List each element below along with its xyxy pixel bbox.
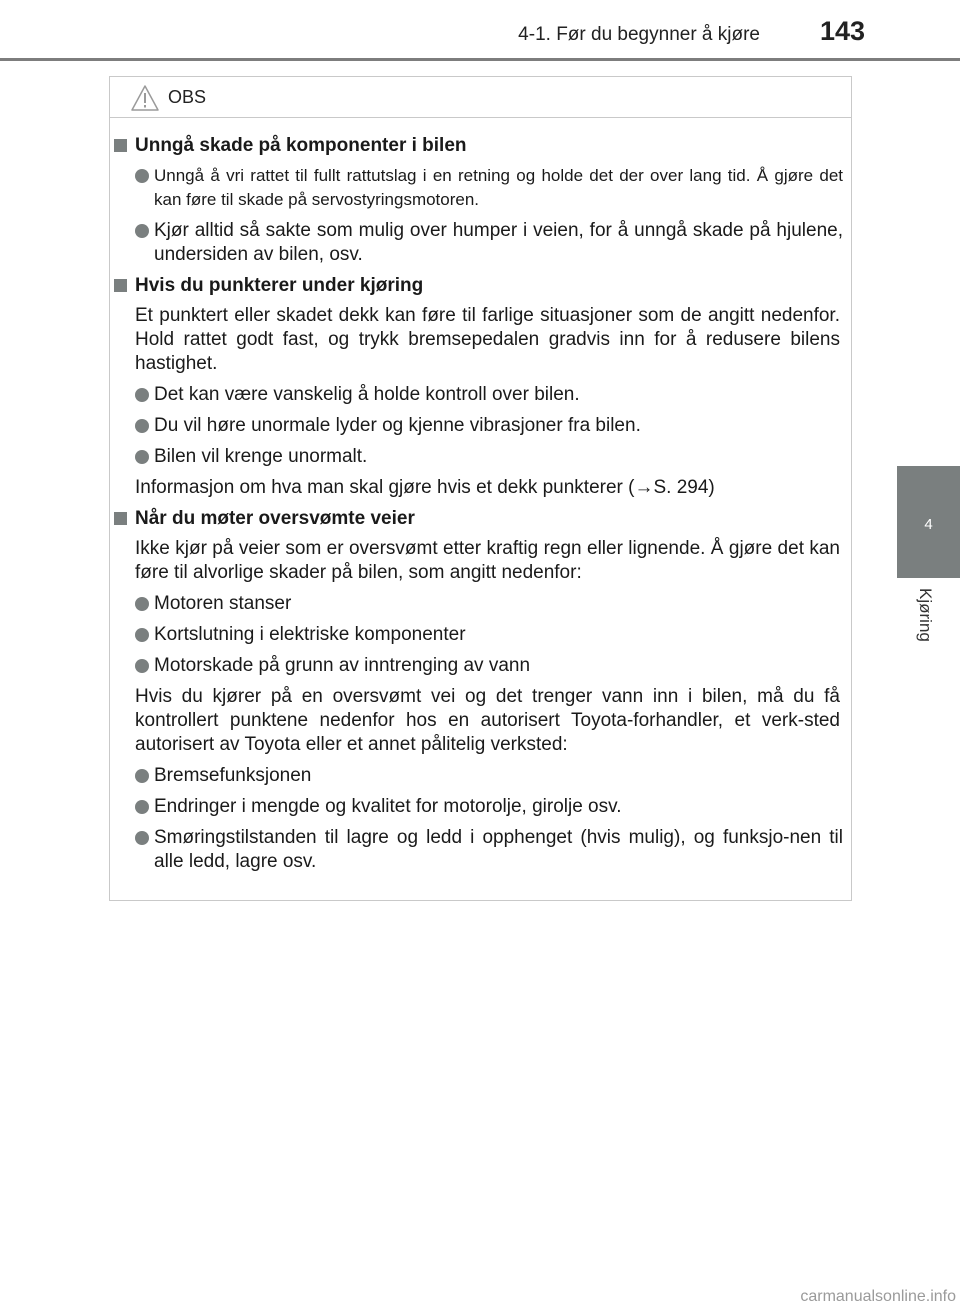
round-bullet-icon [135,628,149,642]
list-item-text: Smøringstilstanden til lagre og ledd i opphenget (hvis mulig), og funksjo-nen til alle ledd, lagre osv. [154,827,843,872]
list-item-text: Det kan være vanskelig å holde kontroll over bilen. [154,384,580,405]
chapter-tab-number: 4 [924,516,933,533]
list-item-text: Bremsefunksjonen [154,765,312,786]
round-bullet-icon [135,831,149,845]
page-number: 143 [820,16,866,46]
list-item-text: Endringer i mengde og kvalitet for motorolje, girolje osv. [154,796,622,817]
list-item [110,592,853,616]
list-item [110,795,853,819]
notice-box [109,76,852,901]
round-bullet-icon [135,224,149,238]
list-item-text: Bilen vil krenge unormalt. [154,446,368,467]
paragraph: Hvis du kjører på en oversvømt vei og det trenger vann inn i bilen, må du få kontrollert punktene nedenfor hos en autorisert Toyota-forhandler, et verk-sted autorisert av Toyota eller et annet pålitelig verksted: [135,686,840,755]
round-bullet-icon [135,388,149,402]
list-item [110,164,853,212]
square-bullet-icon [114,512,127,525]
list-item-text: Motoren stanser [154,593,292,614]
list-item [110,764,853,788]
list-item [110,414,853,438]
heading-text: Hvis du punkterer under kjøring [135,275,424,296]
list-item [110,654,853,678]
list-item [110,383,853,407]
square-bullet-icon [114,279,127,292]
round-bullet-icon [135,597,149,611]
section-heading [110,507,853,531]
paragraph: Et punktert eller skadet dekk kan føre til farlige situasjoner som de angitt nedenfor. Hold rattet godt fast, og trykk bremsepedalen gradvis inn for å redusere bilens hastighet. [135,305,840,374]
heading-text: Når du møter oversvømte veier [135,508,415,529]
round-bullet-icon [135,169,149,183]
page-reference-note: Informasjon om hva man skal gjøre hvis et dekk punkterer (→S. 294) [135,477,715,498]
list-item [110,826,853,874]
paragraph: Ikke kjør på veier som er oversvømt etter kraftig regn eller lignende. Å gjøre det kan føre til alvorlige skader på bilen, som angitt nedenfor: [135,538,840,583]
list-item [110,219,853,267]
chapter-tab-label-text: Kjøring [916,588,935,642]
round-bullet-icon [135,769,149,783]
list-item-text: Kortslutning i elektriske komponenter [154,624,466,645]
list-item [110,623,853,647]
round-bullet-icon [135,419,149,433]
notice-header [110,77,851,118]
heading-text: Unngå skade på komponenter i bilen [135,135,467,156]
square-bullet-icon [114,139,127,152]
round-bullet-icon [135,450,149,464]
header-divider [0,58,960,61]
list-item-text: Unngå å vri rattet til fullt rattutslag i en retning og holde det der over lang tid. Å gjøre det kan føre til skade på servostyringsmotoren. [154,166,843,209]
list-item-text: Du vil høre unormale lyder og kjenne vibrasjoner fra bilen. [154,415,641,436]
notice-title: OBS [168,87,207,107]
chapter-tab-label [913,588,935,658]
section-title: 4-1. Før du begynner å kjøre [518,24,760,45]
section-heading [110,134,853,158]
list-item-text: Motorskade på grunn av inntrenging av vann [154,655,531,676]
notice-content [110,134,853,881]
round-bullet-icon [135,800,149,814]
list-item-text: Kjør alltid så sakte som mulig over humper i veien, for å unngå skade på hjulene, undersiden av bilen, osv. [154,220,843,265]
warning-triangle-icon [130,84,160,112]
round-bullet-icon [135,659,149,673]
section-heading [110,274,853,298]
list-item [110,445,853,469]
watermark: carmanualsonline.info [800,1288,956,1305]
